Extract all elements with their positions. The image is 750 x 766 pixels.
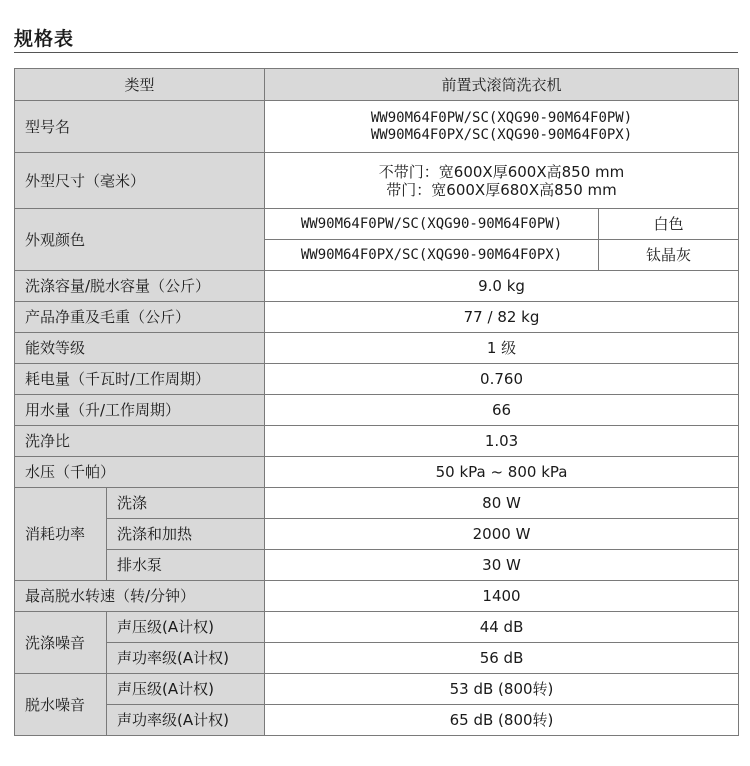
spin-noise-value-1: 53 dB (800转) [265,674,739,705]
row-label-power: 消耗功率 [15,488,107,581]
power-consumption-value: 0.760 [265,364,739,395]
table-row [15,612,739,643]
table-row [15,333,739,364]
table-row [15,705,739,736]
table-row [15,395,739,426]
wash-noise-value-1: 44 dB [265,612,739,643]
table-row [15,426,739,457]
table-row [15,550,739,581]
row-label-energy-grade: 能效等级 [15,333,265,364]
table-row [15,302,739,333]
header-type: 类型 [15,69,265,101]
power-sub-label-2: 洗涤和加热 [107,519,265,550]
spin-noise-value-2: 65 dB (800转) [265,705,739,736]
table-row [15,364,739,395]
power-sub-label-3: 排水泵 [107,550,265,581]
table-row [15,457,739,488]
table-row [15,643,739,674]
model-value [265,101,739,153]
dimensions-value-2: 带门：宽600X厚680X高850 mm [386,180,617,199]
capacity-value: 9.0 kg [265,271,739,302]
wash-ratio-value: 1.03 [265,426,739,457]
dimensions-value [265,153,739,209]
table-row [15,153,739,209]
wash-noise-sub-label-1: 声压级(A计权) [107,612,265,643]
water-consumption-value: 66 [265,395,739,426]
power-value-3: 30 W [265,550,739,581]
table-row [15,674,739,705]
spin-noise-sub-label-1: 声压级(A计权) [107,674,265,705]
table-row [15,581,739,612]
row-label-capacity: 洗涤容量/脱水容量（公斤） [15,271,265,302]
table-header-row [15,69,739,101]
title-divider [14,52,738,53]
table-row [15,101,739,153]
table-row [15,519,739,550]
power-sub-label-1: 洗涤 [107,488,265,519]
model-value-2: WW90M64F0PX/SC(XQG90-90M64F0PX) [370,126,633,143]
dimensions-value-1: 不带门：宽600X厚600X高850 mm [378,162,625,181]
row-label-weight: 产品净重及毛重（公斤） [15,302,265,333]
water-pressure-value: 50 kPa ~ 800 kPa [265,457,739,488]
row-label-spin-speed: 最高脱水转速（转/分钟） [15,581,265,612]
color-model-2: WW90M64F0PX/SC(XQG90-90M64F0PX) [265,240,599,271]
wash-noise-sub-label-2: 声功率级(A计权) [107,643,265,674]
color-model-1: WW90M64F0PW/SC(XQG90-90M64F0PW) [265,209,599,240]
table-row [15,488,739,519]
color-value-1: 白色 [599,209,739,240]
energy-grade-value: 1 级 [265,333,739,364]
row-label-color: 外观颜色 [15,209,265,271]
power-value-1: 80 W [265,488,739,519]
row-label-water-pressure: 水压（千帕） [15,457,265,488]
wash-noise-value-2: 56 dB [265,643,739,674]
spin-speed-value: 1400 [265,581,739,612]
row-label-spin-noise: 脱水噪音 [15,674,107,736]
page-title: 规格表 [14,28,75,50]
table-row [15,209,739,240]
model-value-1: WW90M64F0PW/SC(XQG90-90M64F0PW) [370,109,633,126]
row-label-model: 型号名 [15,101,265,153]
row-label-dimensions: 外型尺寸（毫米） [15,153,265,209]
row-label-power-consumption: 耗电量（千瓦时/工作周期） [15,364,265,395]
color-value-2: 钛晶灰 [599,240,739,271]
table-row [15,271,739,302]
row-label-wash-ratio: 洗净比 [15,426,265,457]
power-value-2: 2000 W [265,519,739,550]
header-product: 前置式滚筒洗衣机 [265,69,739,101]
weight-value: 77 / 82 kg [265,302,739,333]
row-label-water-consumption: 用水量（升/工作周期） [15,395,265,426]
spin-noise-sub-label-2: 声功率级(A计权) [107,705,265,736]
row-label-wash-noise: 洗涤噪音 [15,612,107,674]
spec-table [14,68,739,736]
